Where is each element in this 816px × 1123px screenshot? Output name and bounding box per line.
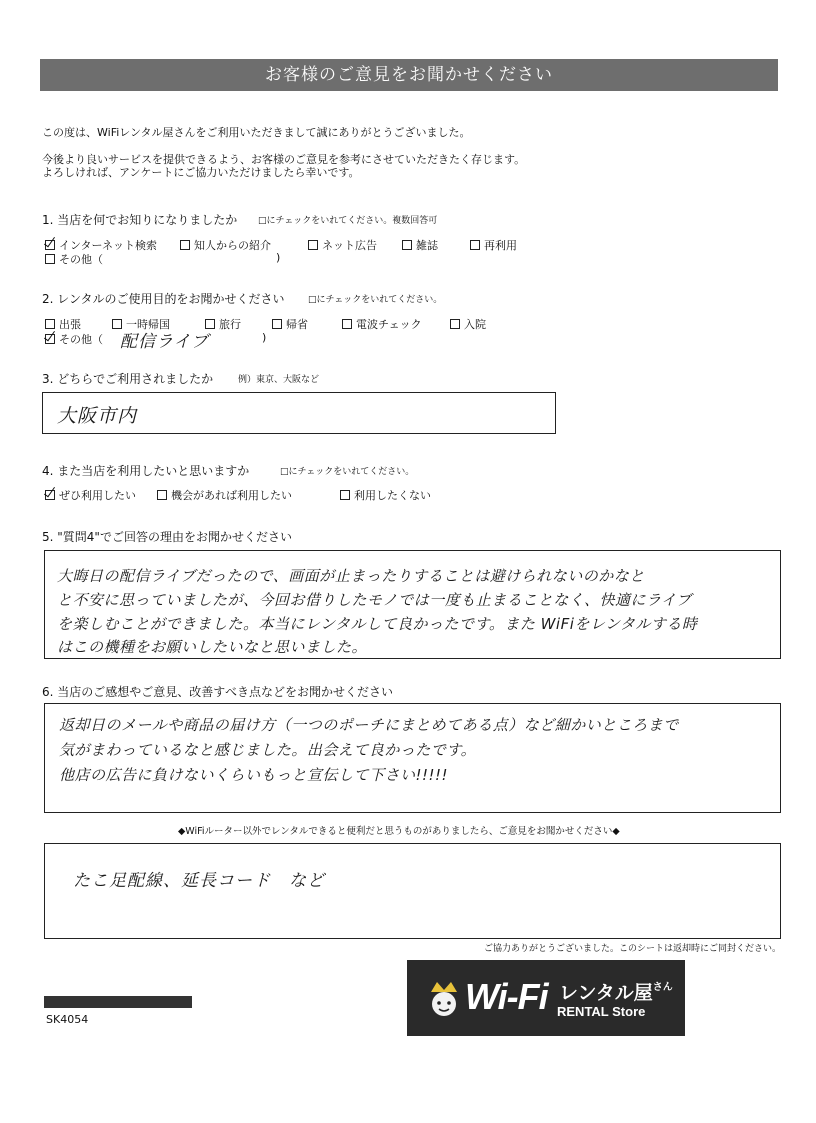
q1-option-net-ad[interactable]: ネット広告 <box>308 237 377 253</box>
q6-answer-line-3: 他店の広告に負けないくらいもっと宣伝して下さい!!!!! <box>59 766 449 784</box>
logo-wifi-text: Wi-Fi <box>465 976 548 1017</box>
checkbox[interactable] <box>180 240 190 250</box>
q7-label: ◆WiFiルーター以外でレンタルできると便利だと思うものがありましたら、ご意見をお聞かせください◆ <box>178 826 620 837</box>
q3-answer: 大阪市内 <box>57 405 138 427</box>
q5-answer-line-2: と不安に思っていましたが、今回お借りしたモノでは一度も止まることなく、快適にライブ <box>57 591 692 609</box>
q2-option-business[interactable]: 出張 <box>45 316 81 332</box>
q5-answer-line-4: はこの機種をお願いしたいなと思いました。 <box>57 638 368 656</box>
q4-option-no[interactable]: 利用したくない <box>340 487 431 503</box>
intro-line-3: よろしければ、アンケートにご協力いただけましたら幸いです。 <box>42 166 360 179</box>
checkbox[interactable] <box>157 490 167 500</box>
q2-note: □にチェックをいれてください。 <box>308 295 443 305</box>
q1-option-reuse[interactable]: 再利用 <box>470 237 517 253</box>
logo-english: RENTAL Store <box>557 1004 646 1019</box>
q4-label: 4. また当店を利用したいと思いますか <box>42 464 250 478</box>
checkbox[interactable] <box>450 319 460 329</box>
q3-example: 例）東京、大阪など <box>238 375 320 385</box>
q3-answer-box[interactable] <box>42 392 556 434</box>
q1-label: 1. 当店を何でお知りになりましたか <box>42 213 238 227</box>
q1-option-magazine[interactable]: 雑誌 <box>402 237 438 253</box>
brand-logo <box>407 960 685 1036</box>
q1-other-close: ) <box>276 251 281 264</box>
logo-name: レンタル屋 <box>559 982 653 1004</box>
mascot-crown-icon <box>427 978 461 1018</box>
sheet-code: SK4054 <box>46 1013 89 1026</box>
footer-thanks: ご協力ありがとうございました。このシートは返却時にご同封ください。 <box>484 944 782 954</box>
q2-label: 2. レンタルのご使用目的をお聞かせください <box>42 292 285 306</box>
q6-label: 6. 当店のご感想やご意見、改善すべき点などをお聞かせください <box>42 685 394 699</box>
q1-note: □にチェックをいれてください。複数回答可 <box>258 216 438 226</box>
q7-answer-box[interactable] <box>44 843 781 939</box>
redacted-id <box>44 996 192 1008</box>
checkbox-checked[interactable] <box>45 490 55 500</box>
q5-answer-box[interactable] <box>44 550 781 659</box>
q6-answer-box[interactable] <box>44 703 781 813</box>
checkbox[interactable] <box>342 319 352 329</box>
q2-option-signal-check[interactable]: 電波チェック <box>342 316 422 332</box>
q5-label: 5. "質問4"でご回答の理由をお聞かせください <box>42 530 292 544</box>
q2-option-hospital[interactable]: 入院 <box>450 316 486 332</box>
intro-line-2: 今後より良いサービスを提供できるよう、お客様のご意見を参考にさせていただきたく存じます。 <box>42 153 526 166</box>
checkbox-checked[interactable] <box>45 240 55 250</box>
q2-option-other[interactable]: その他（ <box>45 331 103 347</box>
q6-answer-line-1: 返却日のメールや商品の届け方（一つのポーチにまとめてある点）など細かいところまで <box>59 716 679 734</box>
q2-option-visit-home[interactable]: 帰省 <box>272 316 308 332</box>
q2-other-answer: 配信ライブ <box>120 332 209 352</box>
checkbox[interactable] <box>308 240 318 250</box>
checkbox[interactable] <box>470 240 480 250</box>
q2-option-travel[interactable]: 旅行 <box>205 316 241 332</box>
q4-option-definitely[interactable]: ぜひ利用したい <box>45 487 136 503</box>
q1-option-other[interactable]: その他（ <box>45 251 103 267</box>
checkbox[interactable] <box>402 240 412 250</box>
q6-answer-line-2: 気がまわっているなと感じました。出会えて良かったです。 <box>59 741 477 759</box>
form-title: お客様のご意見をお聞かせください <box>40 59 778 91</box>
logo-suffix: さん <box>652 982 673 993</box>
q1-option-internet[interactable]: インターネット検索 <box>45 237 157 253</box>
q4-option-if-chance[interactable]: 機会があれば利用したい <box>157 487 292 503</box>
q7-answer: たこ足配線、延長コード など <box>73 871 325 891</box>
q3-label: 3. どちらでご利用されましたか <box>42 372 214 386</box>
q2-other-close: ) <box>262 331 267 344</box>
q4-note: □にチェックをいれてください。 <box>280 467 415 477</box>
checkbox[interactable] <box>340 490 350 500</box>
checkbox-checked[interactable] <box>45 334 55 344</box>
intro-line-1: この度は、WiFiレンタル屋さんをご利用いただきまして誠にありがとうございました。 <box>42 126 471 139</box>
checkbox[interactable] <box>272 319 282 329</box>
q5-answer-line-3: を楽しむことができました。本当にレンタルして良かったです。また WiFiをレンタルする時 <box>57 615 698 633</box>
checkbox[interactable] <box>45 254 55 264</box>
q5-answer-line-1: 大晦日の配信ライブだったので、画面が止まったりすることは避けられないのかなと <box>57 567 645 585</box>
q1-option-referral[interactable]: 知人からの紹介 <box>180 237 271 253</box>
q2-option-homecoming[interactable]: 一時帰国 <box>112 316 170 332</box>
